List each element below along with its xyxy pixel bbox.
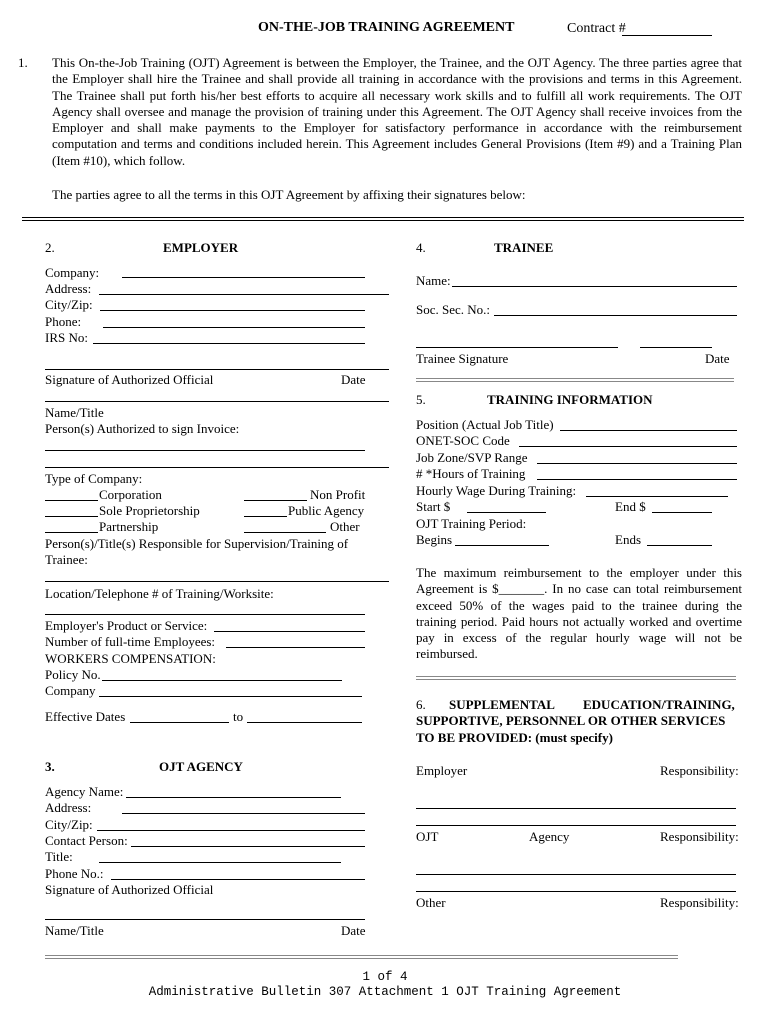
job-zone-label: Job Zone/SVP Range bbox=[416, 450, 528, 465]
partnership-check[interactable] bbox=[45, 532, 98, 533]
other-company-label: Other bbox=[330, 519, 360, 534]
trainee-date-field[interactable] bbox=[640, 347, 712, 348]
public-agency-label: Public Agency bbox=[288, 503, 365, 518]
employer-irs-field[interactable] bbox=[93, 343, 365, 344]
training-heading: TRAINING INFORMATION bbox=[487, 392, 653, 407]
supp-ojt-responsibility: Responsibility: bbox=[660, 829, 739, 844]
footer-caption: Administrative Bulletin 307 Attachment 1 OJT Training Agreement bbox=[148, 985, 622, 999]
product-label: Employer's Product or Service: bbox=[45, 618, 208, 633]
location-field[interactable] bbox=[45, 614, 365, 615]
supp-ojt-label: OJT bbox=[416, 829, 439, 844]
start-wage-field[interactable] bbox=[467, 512, 546, 513]
footer-divider bbox=[45, 955, 678, 959]
agency-cityzip-field[interactable] bbox=[97, 830, 365, 831]
start-wage-label: Start $ bbox=[416, 499, 451, 514]
supplemental-number: 6. bbox=[416, 697, 426, 712]
trainee-number: 4. bbox=[416, 240, 426, 255]
begins-label: Begins bbox=[416, 532, 453, 547]
intro-number: 1. bbox=[18, 55, 28, 70]
employer-number: 2. bbox=[45, 240, 55, 255]
employer-address-label: Address: bbox=[45, 281, 92, 296]
onet-label: ONET-SOC Code bbox=[416, 433, 510, 448]
agency-number: 3. bbox=[45, 759, 55, 774]
policy-field[interactable] bbox=[102, 680, 342, 681]
agency-address-field[interactable] bbox=[122, 813, 365, 814]
employer-company-label: Company: bbox=[45, 265, 100, 280]
page-title: ON-THE-JOB TRAINING AGREEMENT bbox=[258, 20, 515, 35]
begins-field[interactable] bbox=[455, 545, 549, 546]
employer-name-title-label: Name/Title bbox=[45, 405, 104, 420]
training-number: 5. bbox=[416, 392, 426, 407]
agency-cityzip-label: City/Zip: bbox=[45, 817, 93, 832]
employer-phone-field[interactable] bbox=[103, 327, 365, 328]
effective-to-label: to bbox=[233, 709, 244, 724]
supplemental-heading-1a: SUPPLEMENTAL bbox=[449, 697, 555, 712]
employer-address-field[interactable] bbox=[99, 294, 389, 295]
hourly-wage-label: Hourly Wage During Training: bbox=[416, 483, 577, 498]
agency-signature-field[interactable] bbox=[45, 919, 365, 920]
supp-agency-label: Agency bbox=[529, 829, 570, 844]
location-label: Location/Telephone # of Training/Worksite: bbox=[45, 586, 274, 601]
contract-number-field[interactable] bbox=[622, 35, 712, 36]
agency-title-label: Title: bbox=[45, 849, 73, 864]
page-number: 1 of 4 bbox=[362, 970, 408, 984]
corporation-check[interactable] bbox=[45, 500, 98, 501]
insurer-label: Company bbox=[45, 683, 96, 698]
onet-field[interactable] bbox=[519, 446, 737, 447]
trainee-ssn-field[interactable] bbox=[494, 315, 737, 316]
employer-name-title-field[interactable] bbox=[45, 401, 389, 402]
invoice-signers-field-2[interactable] bbox=[45, 467, 389, 468]
section-divider bbox=[22, 217, 744, 221]
agency-phone-label: Phone No.: bbox=[45, 866, 104, 881]
policy-label: Policy No. bbox=[45, 667, 101, 682]
employees-field[interactable] bbox=[226, 647, 365, 648]
trainee-heading: TRAINEE bbox=[494, 240, 554, 255]
training-period-label: OJT Training Period: bbox=[416, 516, 527, 531]
agency-name-title-label: Name/Title bbox=[45, 923, 104, 938]
supp-other-responsibility: Responsibility: bbox=[660, 895, 739, 910]
product-field[interactable] bbox=[214, 631, 365, 632]
corporation-label: Corporation bbox=[99, 487, 162, 502]
agency-address-label: Address: bbox=[45, 800, 92, 815]
employer-date-label: Date bbox=[341, 372, 366, 387]
employer-irs-label: IRS No: bbox=[45, 330, 88, 345]
agency-title-field[interactable] bbox=[99, 862, 341, 863]
trainee-name-label: Name: bbox=[416, 273, 451, 288]
employer-phone-label: Phone: bbox=[45, 314, 82, 329]
supervision-label-2: Trainee: bbox=[45, 552, 88, 567]
end-wage-field[interactable] bbox=[652, 512, 712, 513]
nonprofit-check[interactable] bbox=[244, 500, 307, 501]
employees-label: Number of full-time Employees: bbox=[45, 634, 216, 649]
hours-field[interactable] bbox=[537, 479, 737, 480]
ends-field[interactable] bbox=[647, 545, 712, 546]
trainee-signature-field[interactable] bbox=[416, 347, 618, 348]
agency-date-label: Date bbox=[341, 923, 366, 938]
company-type-label: Type of Company: bbox=[45, 471, 143, 486]
public-agency-check[interactable] bbox=[244, 516, 287, 517]
trainee-ssn-label: Soc. Sec. No.: bbox=[416, 302, 491, 317]
hours-label: # *Hours of Training bbox=[416, 466, 526, 481]
agency-name-label: Agency Name: bbox=[45, 784, 124, 799]
employer-company-field[interactable] bbox=[122, 277, 365, 278]
supp-employer-field-2[interactable] bbox=[416, 825, 736, 826]
agency-contact-field[interactable] bbox=[131, 846, 365, 847]
supp-ojt-field-2[interactable] bbox=[416, 891, 736, 892]
contract-label: Contract # bbox=[567, 21, 626, 36]
effective-from-field[interactable] bbox=[130, 722, 229, 723]
effective-dates-label: Effective Dates bbox=[45, 709, 126, 724]
employer-cityzip-field[interactable] bbox=[100, 310, 365, 311]
reimbursement-paragraph: The maximum reimbursement to the employer under this Agreement is $_______. In no case can total reimbursement exceed 50% of the wages paid to the trainee during the training period. Paid hours not actually worked and overtime pay in excess of the regular hourly wage will not be reimbursed. bbox=[416, 565, 742, 662]
employer-signature-field[interactable] bbox=[45, 369, 389, 370]
employer-cityzip-label: City/Zip: bbox=[45, 297, 93, 312]
trainee-divider bbox=[416, 378, 734, 382]
ends-label: Ends bbox=[615, 532, 641, 547]
agency-contact-label: Contact Person: bbox=[45, 833, 128, 848]
agency-heading: OJT AGENCY bbox=[159, 759, 243, 774]
position-field[interactable] bbox=[560, 430, 737, 431]
job-zone-field[interactable] bbox=[537, 463, 737, 464]
supp-ojt-field[interactable] bbox=[416, 874, 736, 875]
supp-employer-field[interactable] bbox=[416, 808, 736, 809]
agency-signature-label: Signature of Authorized Official bbox=[45, 882, 214, 897]
supplemental-heading-3: TO BE PROVIDED: (must specify) bbox=[416, 730, 613, 745]
trainee-date-label: Date bbox=[705, 351, 730, 366]
workers-comp-label: WORKERS COMPENSATION: bbox=[45, 651, 216, 666]
training-divider bbox=[416, 676, 736, 680]
supp-employer-responsibility: Responsibility: bbox=[660, 763, 739, 778]
agree-statement: The parties agree to all the terms in this OJT Agreement by affixing their signatures below: bbox=[52, 187, 526, 202]
nonprofit-label: Non Profit bbox=[310, 487, 366, 502]
supplemental-heading-1b: EDUCATION/TRAINING, bbox=[583, 697, 735, 712]
other-company-check[interactable] bbox=[244, 532, 326, 533]
insurer-field[interactable] bbox=[99, 696, 362, 697]
partnership-label: Partnership bbox=[99, 519, 159, 534]
supp-employer-label: Employer bbox=[416, 763, 468, 778]
supervision-label: Person(s)/Title(s) Responsible for Supervision/Training of bbox=[45, 536, 349, 551]
position-label: Position (Actual Job Title) bbox=[416, 417, 554, 432]
hourly-wage-field[interactable] bbox=[586, 496, 728, 497]
sole-proprietorship-label: Sole Proprietorship bbox=[99, 503, 200, 518]
sole-proprietorship-check[interactable] bbox=[45, 516, 98, 517]
effective-to-field[interactable] bbox=[247, 722, 362, 723]
employer-signature-label: Signature of Authorized Official bbox=[45, 372, 214, 387]
trainee-signature-label: Trainee Signature bbox=[416, 351, 509, 366]
invoice-signers-label: Person(s) Authorized to sign Invoice: bbox=[45, 421, 240, 436]
intro-paragraph: This On-the-Job Training (OJT) Agreement is between the Employer, the Trainee, and the OJT Agency. The three parties agree that the Employer shall hire the Trainee and shall provide all training in accordance with the provisions and terms in this Agreement. The Trainee shall put forth his/her best efforts to acquire all necessary work skills and to fulfill all work requirements. The OJT Agency shall oversee and manage the provision of training under this Agreement. The OJT Agency shall receive invoices from the Employer and shall make payments to the Employer for satisfactory performance in accordance with the reimbursement computation and terms and conditions included herein. This Agreement includes General Provisions (Item #9) and a Training Plan (Item #10), which follow. bbox=[52, 55, 742, 168]
agency-name-field[interactable] bbox=[126, 797, 341, 798]
supplemental-heading-2: SUPPORTIVE, PERSONNEL OR OTHER SERVICES bbox=[416, 713, 726, 728]
invoice-signers-field[interactable] bbox=[45, 450, 365, 451]
supp-other-label: Other bbox=[416, 895, 446, 910]
trainee-name-field[interactable] bbox=[452, 286, 737, 287]
employer-heading: EMPLOYER bbox=[163, 240, 239, 255]
agency-phone-field[interactable] bbox=[111, 879, 365, 880]
end-wage-label: End $ bbox=[615, 499, 646, 514]
supervision-field[interactable] bbox=[45, 581, 389, 582]
